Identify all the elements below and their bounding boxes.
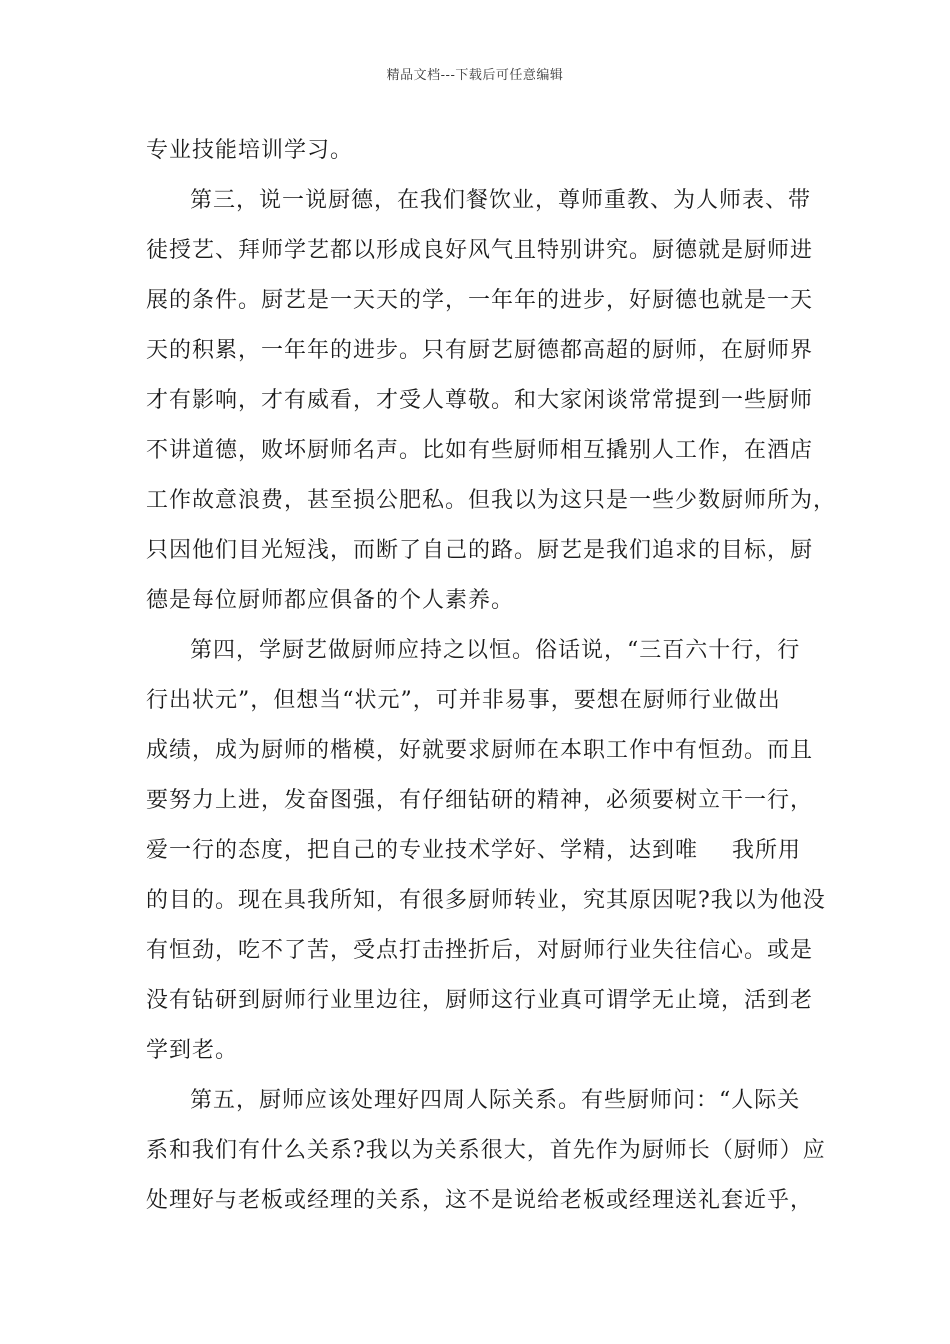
paragraph-line: 没有钻研到厨师行业里边往，厨师这行业真可谓学无止境，活到老 xyxy=(146,988,814,1013)
paragraph-line: 第五，厨师应该处理好四周人际关系。有些厨师问：“人际关 xyxy=(190,1088,801,1113)
paragraph-line: 展的条件。厨艺是一天天的学，一年年的进步，好厨德也就是一天 xyxy=(146,288,814,313)
paragraph-line: 徒授艺、拜师学艺都以形成良好风气且特别讲究。厨德就是厨师进 xyxy=(146,238,814,263)
paragraph-line: 不讲道德，败坏厨师名声。比如有些厨师相互撬别人工作，在酒店 xyxy=(146,438,814,463)
paragraph-line: 才有影响，才有威看，才受人尊敬。和大家闲谈常常提到一些厨师 xyxy=(146,388,814,413)
paragraph-line: 天的积累，一年年的进步。只有厨艺厨德都高超的厨师，在厨师界 xyxy=(146,338,814,363)
page-header: 精品文档---下载后可任意编辑 xyxy=(386,68,564,83)
paragraph-line: 学到老。 xyxy=(146,1038,239,1063)
paragraph-line: 要努力上进，发奋图强，有仔细钻研的精神，必须要树立干一行， xyxy=(146,788,814,813)
paragraph-line xyxy=(146,826,818,876)
paragraph-line: 处理好与老板或经理的关系，这不是说给老板或经理送礼套近乎， xyxy=(146,1188,814,1213)
paragraph-line: 行出状元”，但想当“状元”，可并非易事，要想在厨师行业做出 xyxy=(146,688,781,713)
paragraph-line: 第三，说一说厨德，在我们餐饮业，尊师重教、为人师表、带 xyxy=(190,188,812,213)
paragraph-line: 系和我们有什么关系?我以为关系很大，首先作为厨师长（厨师）应 xyxy=(146,1138,826,1163)
line-segment: 我所用 xyxy=(732,838,802,863)
paragraph-line: 工作故意浪费，甚至损公肥私。但我以为这只是一些少数厨师所为， xyxy=(146,488,837,513)
paragraph-line: 有恒劲，吃不了苦，受点打击挫折后，对厨师行业失往信心。或是 xyxy=(146,938,814,963)
line-segment: 爱一行的态度，把自己的专业技术学好、学精，达到唯 xyxy=(146,838,699,863)
paragraph-line: 德是每位厨师都应俱备的个人素养。 xyxy=(146,588,515,613)
paragraph-line: 只因他们目光短浅，而断了自己的路。厨艺是我们追求的目标，厨 xyxy=(146,538,814,563)
paragraph-line: 成绩，成为厨师的楷模，好就要求厨师在本职工作中有恒劲。而且 xyxy=(146,738,814,763)
paragraph-line: 的目的。现在具我所知，有很多厨师转业，究其原因呢?我以为他没 xyxy=(146,888,826,913)
paragraph-line: 专业技能培训学习。 xyxy=(146,138,354,163)
document-body xyxy=(146,126,837,1226)
paragraph-line: 第四，学厨艺做厨师应持之以恒。俗话说，“三百六十行，行 xyxy=(190,638,801,663)
